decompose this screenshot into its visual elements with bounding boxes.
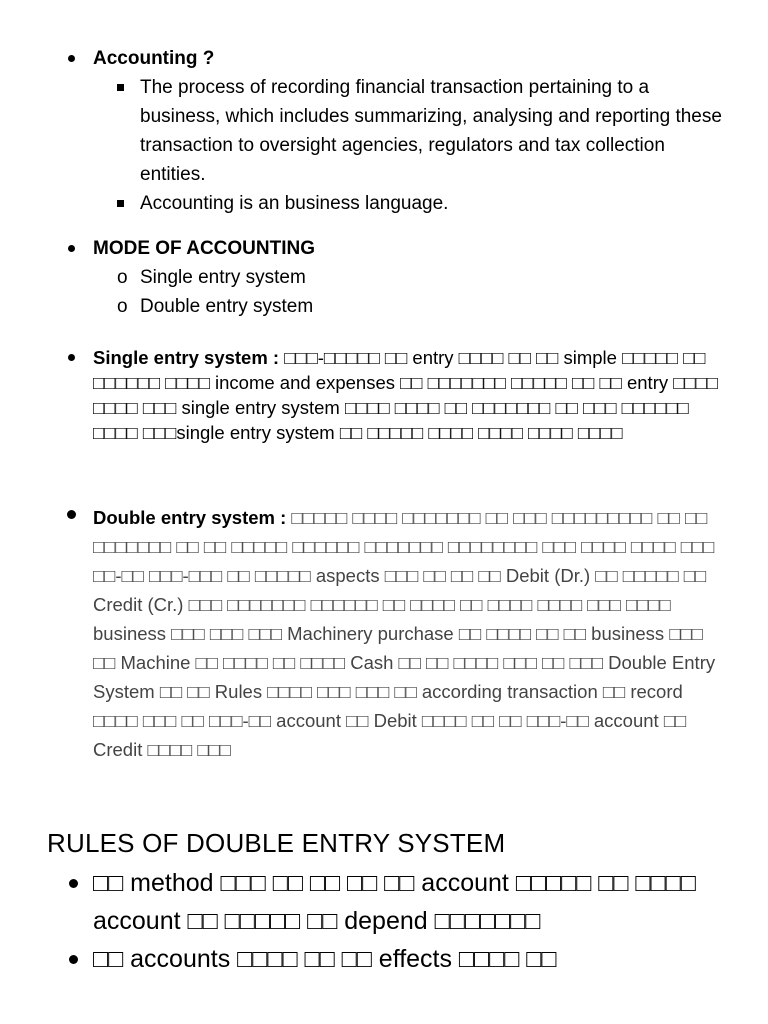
single-entry-paragraph <box>0 345 768 445</box>
mode-item: o Single entry system <box>0 263 768 292</box>
mode-heading: MODE OF ACCOUNTING <box>93 238 316 259</box>
accounting-heading-row <box>0 44 768 73</box>
double-entry-section <box>0 503 768 764</box>
bullet-icon <box>68 55 75 62</box>
mode-section <box>0 234 768 321</box>
rules-title: RULES OF DOUBLE ENTRY SYSTEM <box>47 828 506 858</box>
single-entry-text: □□□-□□□□□ □□ entry □□□□ □□ □□ simple □□□□□ □□ □□□□□□ □□□□ income and expenses □□ □□□□□□□ □□□□□ □□ □□ entry □□□□ □□□□ □□□ single entry system □□□□ □□□□ □□ □□□□□□□ □□ □□□ □□□□□□ □□□□ □□□single entry system □□ □□□□□ □□□□ □□□□ □□□□ □□□□ <box>93 347 718 443</box>
double-entry-text: □□□□□ □□□□ □□□□□□□ □□ □□□ □□□□□□□□□ □□ □□ □□□□□□□ □□ □□ □□□□□ □□□□□□ □□□□□□□ □□□□□□□□ □□□ □□□□ □□□□ □□□ □□-□□ □□□-□□□ □□ □□□□□ aspects □□□ □□ □□ □□ Debit (Dr.) □□ □□□□□ □□ Credit (Cr.) □□□ □□□□□□□ □□□□□□ □□ □□□□ □□ □□□□ □□□□ □□□ □□□□ business □□□ □□□ □□□ Machinery purchase □□ □□□□ □□ □□ business □□□ □□ Machine □□ □□□□ □□ □□□□ Cash □□ □□ □□□□ □□□ □□ □□□ Double Entry System □□ □□ Rules □□□□ □□□ □□□ □□ according transaction □□ record □□□□ □□□ □□ □□□-□□ account □□ Debit □□□□ □□ □□ □□□-□□ account □□ Credit □□□□ □□□ <box>93 507 716 760</box>
accounting-heading: Accounting ? <box>93 48 215 69</box>
rules-section <box>0 864 768 978</box>
bullet-icon <box>68 354 75 361</box>
circle-bullet-icon: o <box>117 296 128 317</box>
double-entry-label: Double entry system : <box>93 507 287 528</box>
rules-point: □□ accounts □□□□ □□ □□ effects □□□□ □□ <box>0 940 768 978</box>
square-bullet-icon <box>117 84 124 91</box>
single-entry-section <box>0 345 768 445</box>
double-entry-paragraph <box>0 503 768 764</box>
circle-bullet-icon: o <box>117 267 128 288</box>
rules-point: □□ method □□□ □□ □□ □□ □□ account □□□□□ □□ □□□□ account □□ □□□□□ □□ depend □□□□□□□ <box>0 864 768 940</box>
square-bullet-icon <box>117 200 124 207</box>
mode-heading-row <box>0 234 768 263</box>
single-entry-label: Single entry system : <box>93 347 280 368</box>
accounting-point: The process of recording financial transaction pertaining to a business, which includes summarizing, analysing and reporting these transaction to oversight agencies, regulators and tax collection entities. <box>0 73 768 189</box>
mode-item: o Double entry system <box>0 292 768 321</box>
bullet-icon <box>68 245 75 252</box>
accounting-point: Accounting is an business language. <box>0 189 768 218</box>
accounting-section <box>0 44 768 218</box>
bullet-icon <box>67 510 76 519</box>
bullet-icon <box>69 955 78 964</box>
bullet-icon <box>69 879 78 888</box>
